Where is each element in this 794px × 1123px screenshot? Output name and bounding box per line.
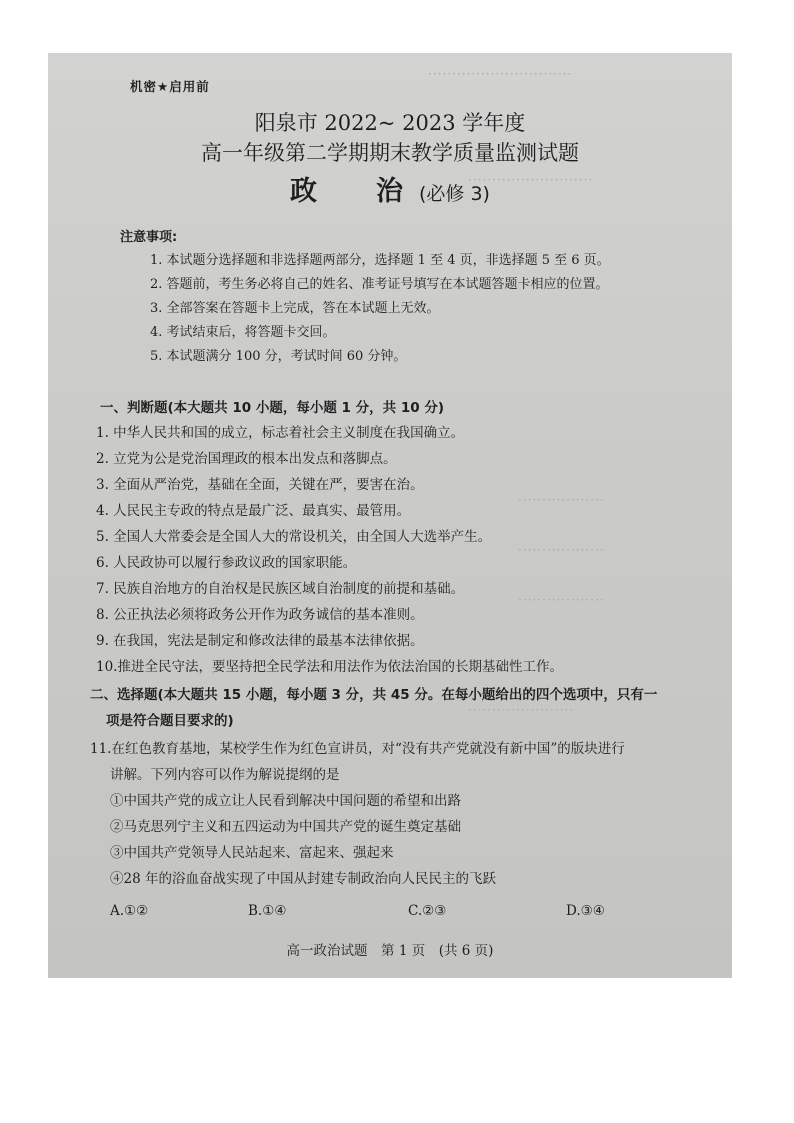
- subject-title: [48, 169, 732, 208]
- section2-heading-cont: 项是符合题目要求的): [106, 713, 234, 729]
- notice-item: 3. 全部答案在答题卡上完成，答在本试题上无效。: [150, 301, 440, 316]
- subject-name: 政 治: [290, 176, 420, 207]
- question-11-option: ①中国共产党的成立让人民看到解决中国问题的希望和出路: [110, 793, 461, 809]
- question-11-option: ④28 年的浴血奋战实现了中国从封建专制政治向人民民主的飞跃: [110, 871, 496, 887]
- bleed-through-text: ··························: [468, 173, 594, 187]
- judgment-item: 8. 公正执法必须将政务公开作为政务诚信的基本准则。: [96, 607, 424, 623]
- question-11-stem: 11.在红色教育基地，某校学生作为红色宣讲员，对“没有共产党就没有新中国”的版块进行: [90, 741, 625, 757]
- judgment-item: 5. 全国人大常委会是全国人大的常设机关，由全国人大选举产生。: [96, 529, 492, 545]
- judgment-item: 9. 在我国，宪法是制定和修改法律的最基本法律依据。: [96, 633, 424, 649]
- exam-title-year: 阳泉市 2022~ 2023 学年度: [254, 111, 526, 135]
- bleed-through-text: ······················: [468, 703, 574, 717]
- bleed-through-text: ······························: [428, 67, 573, 81]
- answer-choice-d: D.③④: [566, 903, 605, 919]
- notice-item: 5. 本试题满分 100 分，考试时间 60 分钟。: [150, 349, 407, 364]
- notice-heading: 注意事项:: [120, 230, 178, 245]
- question-11-option: ③中国共产党领导人民站起来、富起来、强起来: [110, 845, 394, 861]
- exam-title: 高一年级第二学期期末教学质量监测试题: [201, 141, 579, 165]
- bleed-through-text: ··················: [518, 493, 605, 507]
- question-11-option: ②马克思列宁主义和五四运动为中国共产党的诞生奠定基础: [110, 819, 461, 835]
- bleed-through-text: ··················: [518, 543, 605, 557]
- exam-page: [48, 53, 732, 978]
- page-footer: 高一政治试题 第 1 页 (共 6 页): [286, 943, 494, 959]
- judgment-item: 7. 民族自治地方的自治权是民族区域自治制度的前提和基础。: [96, 581, 465, 597]
- answer-choice-a: A.①②: [110, 903, 149, 919]
- section1-heading: 一、判断题(本大题共 10 小题，每小题 1 分，共 10 分): [100, 400, 445, 416]
- subject-note: (必修 3): [419, 183, 490, 205]
- judgment-item: 3. 全面从严治党，基础在全面，关键在严，要害在治。: [96, 477, 424, 493]
- notice-item: 2. 答题前，考生务必将自己的姓名、准考证号填写在本试题答题卡相应的位置。: [150, 277, 609, 292]
- question-11-stem-cont: 讲解。下列内容可以作为解说提纲的是: [110, 767, 340, 783]
- notice-item: 1. 本试题分选择题和非选择题两部分，选择题 1 至 4 页，非选择题 5 至 6 页。: [150, 253, 610, 268]
- judgment-item: 4. 人民民主专政的特点是最广泛、最真实、最管用。: [96, 503, 411, 519]
- judgment-item: 10.推进全民守法，要坚持把全民学法和用法作为依法治国的长期基础性工作。: [96, 659, 563, 675]
- confidential-label: 机密★启用前: [130, 79, 210, 94]
- judgment-item: 2. 立党为公是党治国理政的根本出发点和落脚点。: [96, 451, 397, 467]
- judgment-item: 1. 中华人民共和国的成立，标志着社会主义制度在我国确立。: [96, 425, 465, 441]
- notice-item: 4. 考试结束后，将答题卡交回。: [150, 325, 336, 340]
- answer-choice-c: C.②③: [408, 903, 447, 919]
- bleed-through-text: ··················: [518, 593, 605, 607]
- answer-choice-b: B.①④: [248, 903, 287, 919]
- section2-heading: 二、选择题(本大题共 15 小题，每小题 3 分，共 45 分。在每小题给出的四个选项中，只有一: [90, 687, 658, 703]
- judgment-item: 6. 人民政协可以履行参政议政的国家职能。: [96, 555, 357, 571]
